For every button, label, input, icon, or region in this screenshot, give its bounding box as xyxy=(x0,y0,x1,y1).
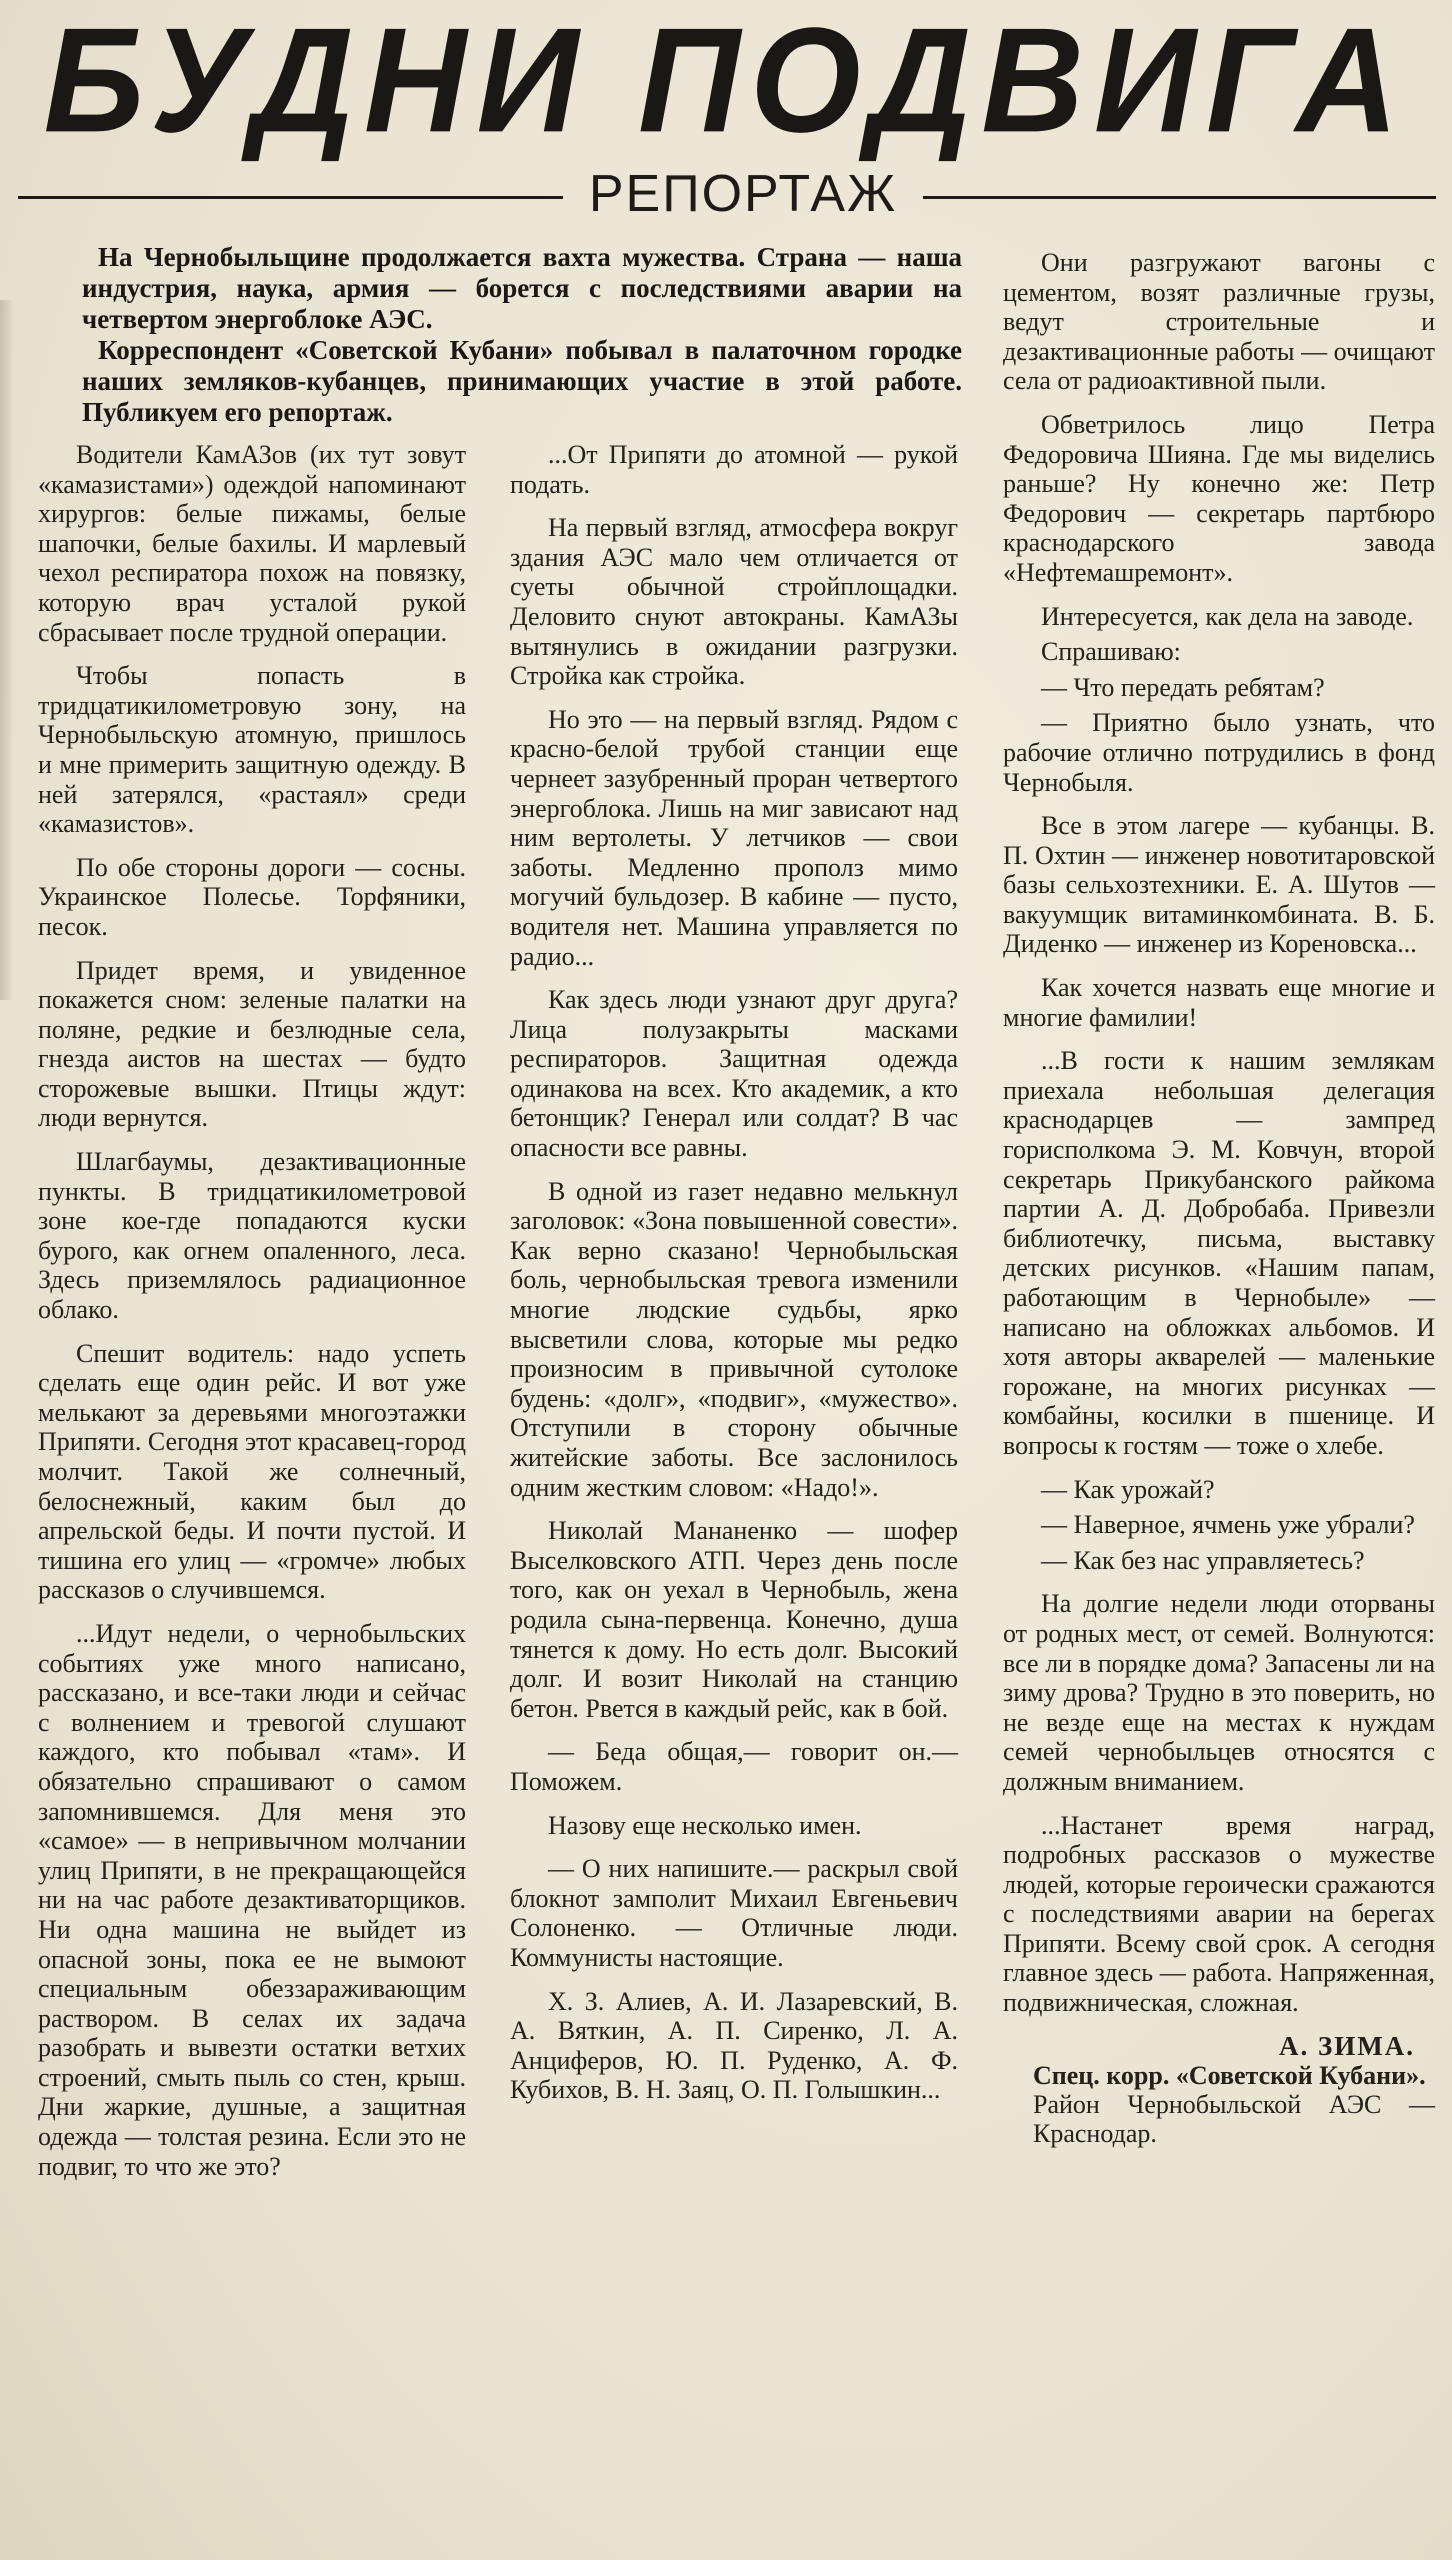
paragraph: ...Настанет время наград, подробных рассказов о мужестве людей, которые героически сражаются с последствиями аварии на берегах Припяти. Всему свой срок. А сегодня главное здесь — работа. Напряженная, подвижническая, сложная. xyxy=(1003,1810,1435,2018)
paragraph: На первый взгляд, атмосфера вокруг здания АЭС мало чем отличается от суеты обычной стройплощадки. Деловито снуют автокраны. КамАЗы вытянулись в ожидании разгрузки. Стройка как стройка. xyxy=(510,513,958,691)
author-name: А. ЗИМА. xyxy=(1279,2030,1415,2061)
article-column-2 xyxy=(510,440,958,2119)
paragraph: На долгие недели люди оторваны от родных мест, от семей. Волнуются: все ли в порядке дома? Запасены ли на зиму дрова? Трудно в это поверить, но не везде еще на местах к нуждам семей чернобыльцев относятся с должным вниманием. xyxy=(1003,1589,1435,1796)
dialogue-line: — Как без нас управляетесь? xyxy=(1041,1545,1365,1575)
dialogue-line: — Как урожай? xyxy=(1041,1474,1215,1504)
paragraph: Все в этом лагере — кубанцы. В. П. Охтин — инженер новотитаровской базы сельхозтехники. Е. А. Шутов — вакуумщик витаминкомбината. В. Б. Диденко — инженер из Кореновска... xyxy=(1003,811,1435,959)
paragraph: Придет время, и увиденное покажется сном: зеленые палатки на поляне, редкие и безлюдные села, гнезда аистов на шестах — будто сторожевые вышки. Птицы ждут: люди вернутся. xyxy=(38,955,466,1133)
paragraph: Обветрилось лицо Петра Федоровича Шияна. Где мы виделись раньше? Ну конечно же: Петр Федорович — секретарь партбюро краснодарского завода «Нефтемашремонт». xyxy=(1003,409,1435,587)
paragraph: Спешит водитель: надо успеть сделать еще один рейс. И вот уже мелькают за деревьями многоэтажки Припяти. Сегодня этот красавец-город молчит. Такой же солнечный, белоснежный, каким был до апрельской беды. И почти пустой. И тишина его улиц — «громче» любых рассказов о случившемся. xyxy=(38,1338,466,1605)
headline: БУДНИ ПОДВИГА xyxy=(43,0,1409,164)
paragraph: ...От Припяти до атомной — рукой подать. xyxy=(510,440,958,499)
author-role: Спец. корр. «Советской Кубани». xyxy=(1033,2061,1426,2091)
rubric-rule-right xyxy=(923,196,1436,199)
paragraph: Х. З. Алиев, А. И. Лазаревский, В. А. Вяткин, А. П. Сиренко, Л. А. Анциферов, Ю. П. Руденко, А. Ф. Кубихов, В. Н. Заяц, О. П. Голышкин... xyxy=(510,1986,958,2105)
paragraph: ...Идут недели, о чернобыльских событиях уже много написано, рассказано, и все-таки люди и сейчас с волнением и тревогой слушают каждого, кто побывал «там». И обязательно спрашивают о самом запомнившемся. Для меня это «самое» — в непривычном молчании улиц Припяти, в не прекращающейся ни на час работе дезактиваторщиков. Ни одна машина не выйдет из опасной зоны, пока ее не вымоют специальным обеззараживающим раствором. В селах их задача разобрать и вывезти остатки ветхих строений, смыть пыль со стен, крыш. Дни жаркие, душные, а защитная одежда — толстая резина. Если это не подвиг, то что же это? xyxy=(38,1618,466,2181)
paragraph: Назову еще несколько имен. xyxy=(548,1810,862,1840)
paragraph: По обе стороны дороги — сосны. Украинское Полесье. Торфяники, песок. xyxy=(38,852,466,941)
article-column-3 xyxy=(1003,248,1435,2148)
paragraph: Интересуется, как дела на заводе. xyxy=(1041,601,1414,631)
paragraph: В одной из газет недавно мелькнул заголовок: «Зона повышенной совести». Как верно сказано! Чернобыльская боль, чернобыльская тревога изменили многие людские судьбы, ярко высветили слова, которые мы редко произносим в привычной сутолоке будень: «долг», «подвиг», «мужество». Отступили в сторону обычные житейские заботы. Все заслонилось одним жестким словом: «Надо!». xyxy=(510,1176,958,1502)
paragraph: ...В гости к нашим землякам приехала небольшая делегация краснодарцев — зампред горисполкома Э. М. Ковчун, второй секретарь Прикубанского райкома партии А. Д. Добробаба. Привезли библиотечку, письма, выставку детских рисунков. «Нашим папам, работающим в Чернобыле» — написано на обложках альбомов. И хотя авторы акварелей — маленькие горожане, на многих рисунках — комбайны, косилки в пшенице. И вопросы к гостям — тоже о хлебе. xyxy=(1003,1046,1435,1460)
paragraph: Шлагбаумы, дезактивационные пункты. В тридцатикилометровой зоне кое-где попадаются куски бурого, как огнем опаленного, леса. Здесь приземлялось радиационное облако. xyxy=(38,1147,466,1325)
lead-text: Корреспондент «Советской Кубани» побывал в палаточном городке наших земляков-кубанцев, принимающих участие в этой работе. Публикуем его репортаж. xyxy=(82,335,962,427)
paragraph: — Беда общая,— говорит он.— Поможем. xyxy=(510,1737,958,1796)
paragraph: — О них напишите.— раскрыл свой блокнот замполит Михаил Евгеньевич Солоненко. — Отличные люди. Коммунисты настоящие. xyxy=(510,1854,958,1972)
lead-text: На Чернобыльщине продолжается вахта мужества. Страна — наша индустрия, наука, армия — борется с последствиями аварии на четвертом энергоблоке АЭС. xyxy=(82,242,962,334)
paragraph: Спрашиваю: xyxy=(1041,637,1181,667)
dialogue-line: — Что передать ребятам? xyxy=(1041,672,1325,702)
paragraph: Николай Мананенко — шофер Выселковского АТП. Через день после того, как он уехал в Чернобыль, жена родила сына-первенца. Конечно, душа тянется к дому. Но есть долг. Высокий долг. И возит Николай на станцию бетон. Рвется в каждый рейс, как в бой. xyxy=(510,1516,958,1723)
article-column-1 xyxy=(38,440,466,2195)
byline xyxy=(1003,2032,1435,2149)
rubric-label: РЕПОРТАЖ xyxy=(588,165,898,223)
paragraph: Как хочется назвать еще многие и многие фамилии! xyxy=(1003,973,1435,1032)
rubric-row xyxy=(18,164,1436,224)
dialogue-line: — Наверное, ячмень уже убрали? xyxy=(1041,1510,1415,1540)
paragraph: Но это — на первый взгляд. Рядом с красно-белой трубой станции еще чернеет зазубренный проран четвертого энергоблока. Лишь на миг зависают над ним вертолеты. У летчиков — свои заботы. Медленно прополз мимо могучий бульдозер. В кабине — пусто, водителя нет. Машина управляется по радио... xyxy=(510,704,958,971)
paragraph: Как здесь люди узнают друг друга? Лица полузакрыты масками респираторов. Защитная одежда одинакова на всех. Кто академик, а кто бетонщик? Генерал или солдат? В час опасности все равны. xyxy=(510,985,958,1163)
paragraph: Чтобы попасть в тридцатикилометровую зону, на Чернобыльскую атомную, пришлось и мне примерить защитную одежду. В ней затерялся, «растаял» среди «камазистов». xyxy=(38,661,466,839)
lead-paragraph xyxy=(82,242,962,428)
dialogue-line: — Приятно было узнать, что рабочие отлично потрудились в фонд Чернобыля. xyxy=(1003,708,1435,797)
rubric-rule-left xyxy=(18,196,563,199)
paragraph: Водители КамАЗов (их тут зовут «камазистами») одеждой напоминают хирургов: белые пижамы, белые шапочки, белые бахилы. И марлевый чехол респиратора похож на повязку, которую врач усталой рукой сбрасывает после трудной операции. xyxy=(38,440,466,647)
paragraph: Они разгружают вагоны с цементом, возят различные грузы, ведут строительные и дезактивационные работы — очищают села от радиоактивной пыли. xyxy=(1003,248,1435,396)
author-location: Район Чернобыльской АЭС — Краснодар. xyxy=(1033,2090,1435,2149)
page-fold-shadow xyxy=(0,300,14,1000)
